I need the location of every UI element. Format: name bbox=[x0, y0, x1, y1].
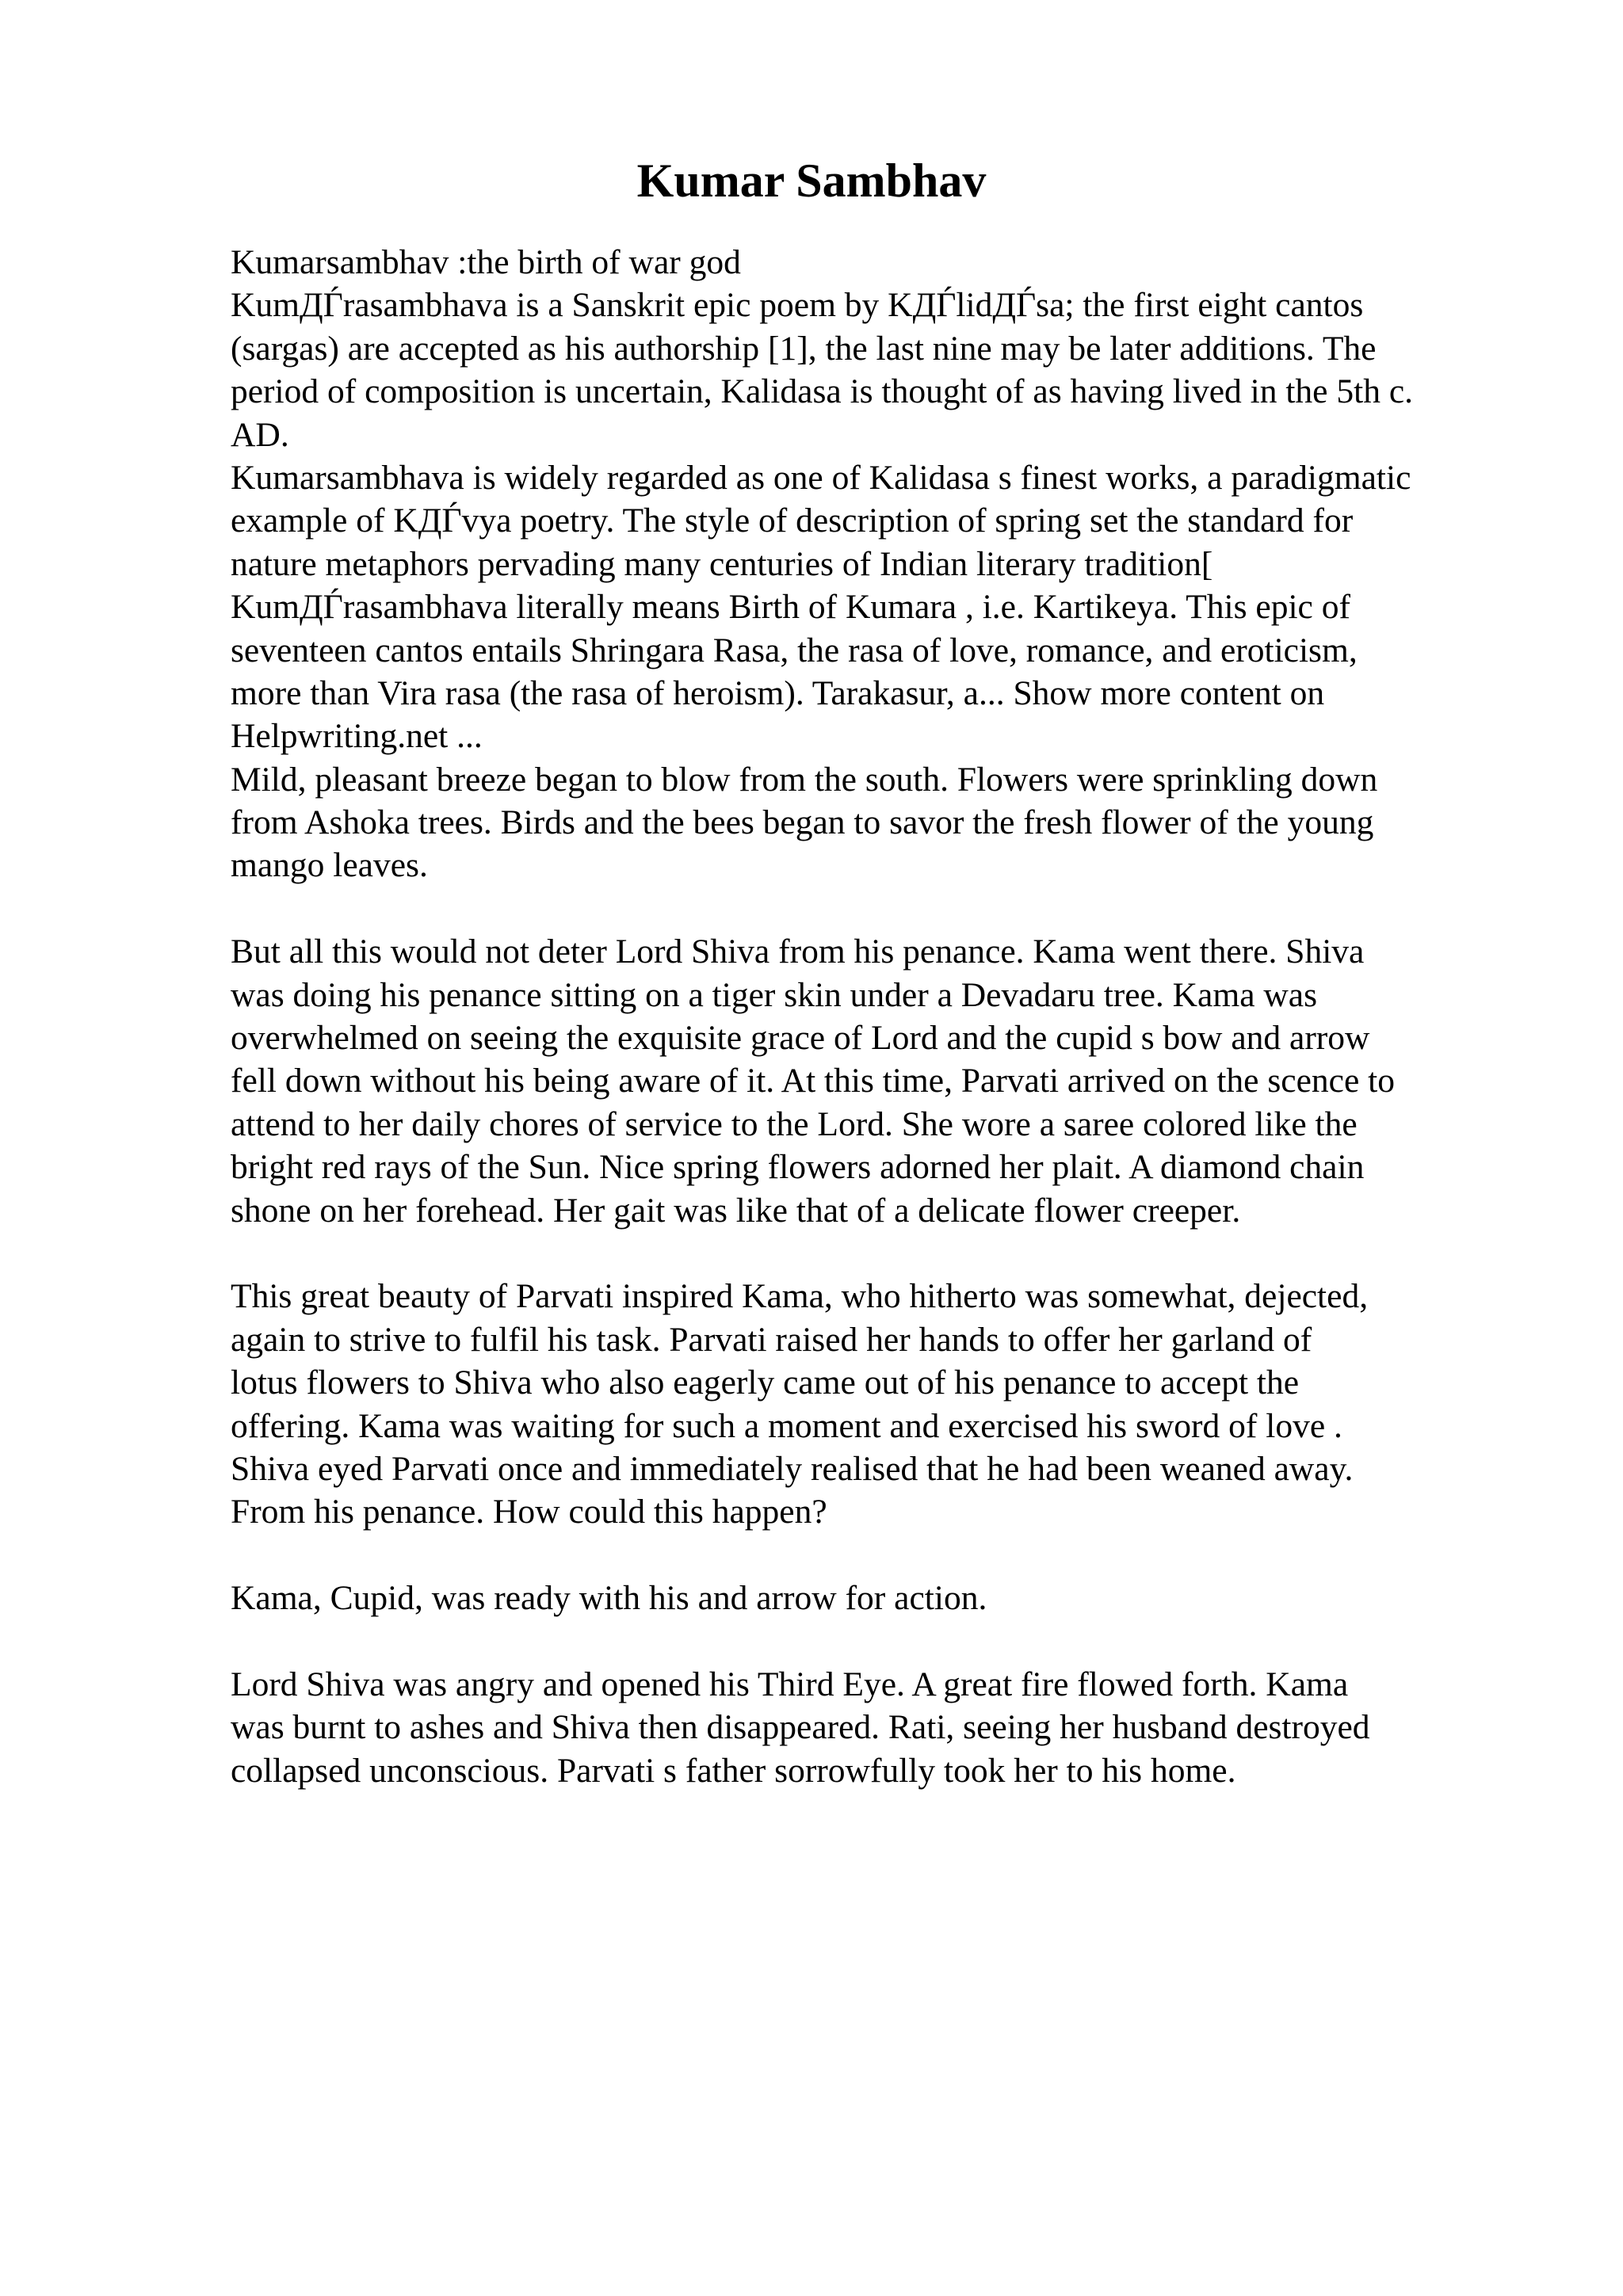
text-line: But all this would not deter Lord Shiva from his penance. Kama went there. Shiva bbox=[231, 933, 1365, 971]
text-line: KumДЃrasambhava is a Sanskrit epic poem by KДЃlidДЃsa; the first eight cantos bbox=[231, 286, 1364, 325]
text-line: more than Vira rasa (the rasa of heroism). Tarakasur, a... Show more content on bbox=[231, 673, 1325, 712]
blank-line bbox=[231, 887, 1594, 930]
text-line: offering. Kama was waiting for such a moment and exercised his sword of love . bbox=[231, 1406, 1342, 1445]
blank-line bbox=[231, 1534, 1594, 1577]
text-line: bright red rays of the Sun. Nice spring flowers adorned her plait. A diamond chain bbox=[231, 1148, 1365, 1187]
text-line: collapsed unconscious. Parvati s father sorrowfully took her to his home. bbox=[231, 1751, 1236, 1790]
text-line: Kumarsambhava is widely regarded as one of Kalidasa s finest works, a paradigmatic bbox=[231, 458, 1411, 497]
text-line: was burnt to ashes and Shiva then disappeared. Rati, seeing her husband destroyed bbox=[231, 1708, 1370, 1747]
text-line: was doing his penance sitting on a tiger skin under a Devadaru tree. Kama was bbox=[231, 975, 1318, 1014]
text-line: example of KДЃvya poetry. The style of description of spring set the standard for bbox=[231, 502, 1354, 540]
blank-line bbox=[231, 1232, 1594, 1275]
text-line: Lord Shiva was angry and opened his Third Eye. A great fire flowed forth. Kama bbox=[231, 1665, 1349, 1703]
text-line: AD. bbox=[231, 415, 289, 454]
text-line: nature metaphors pervading many centuries of Indian literary tradition[ bbox=[231, 544, 1213, 583]
text-line: attend to her daily chores of service to the Lord. She wore a saree colored like the bbox=[231, 1104, 1358, 1143]
text-line: shone on her forehead. Her gait was like that of a delicate flower creeper. bbox=[231, 1191, 1241, 1230]
text-line: lotus flowers to Shiva who also eagerly came out of his penance to accept the bbox=[231, 1363, 1300, 1402]
document-body bbox=[231, 241, 1594, 1792]
text-line: This great beauty of Parvati inspired Kama, who hitherto was somewhat, dejected, bbox=[231, 1277, 1369, 1316]
text-line: Kama, Cupid, was ready with his and arrow for action. bbox=[231, 1579, 987, 1618]
text-line: (sargas) are accepted as his authorship [1], the last nine may be later additions. The bbox=[231, 329, 1377, 368]
text-line: from Ashoka trees. Birds and the bees began to savor the fresh flower of the young bbox=[231, 803, 1374, 842]
text-line: Kumarsambhav :the birth of war god bbox=[231, 243, 741, 281]
text-line: period of composition is uncertain, Kalidasa is thought of as having lived in the 5th c. bbox=[231, 372, 1413, 411]
text-line: KumДЃrasambhava literally means Birth of Kumara , i.e. Kartikeya. This epic of bbox=[231, 588, 1350, 627]
text-line: fell down without his being aware of it. At this time, Parvati arrived on the scence to bbox=[231, 1062, 1395, 1100]
text-line: again to strive to fulfil his task. Parvati raised her hands to offer her garland of bbox=[231, 1320, 1312, 1359]
text-line: Shiva eyed Parvati once and immediately realised that he had been weaned away. bbox=[231, 1449, 1354, 1488]
text-line: overwhelmed on seeing the exquisite grace of Lord and the cupid s bow and arrow bbox=[231, 1019, 1370, 1058]
blank-line bbox=[231, 1620, 1594, 1663]
text-line: From his penance. How could this happen? bbox=[231, 1493, 827, 1531]
text-line: seventeen cantos entails Shringara Rasa, the rasa of love, romance, and eroticism, bbox=[231, 631, 1358, 669]
text-line: mango leaves. bbox=[231, 846, 428, 885]
document-title: Kumar Sambhav bbox=[636, 154, 987, 207]
text-line: Mild, pleasant breeze began to blow from the south. Flowers were sprinkling down bbox=[231, 760, 1378, 799]
text-line: Helpwriting.net ... bbox=[231, 717, 483, 756]
